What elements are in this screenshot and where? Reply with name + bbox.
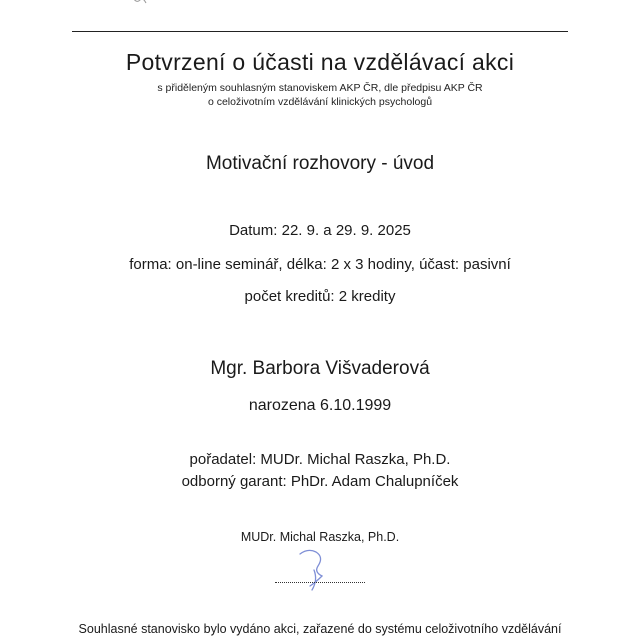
organizer: pořadatel: MUDr. Michal Raszka, Ph.D. — [189, 451, 451, 468]
certificate-title: Potvrzení o účasti na vzdělávací akci — [125, 49, 515, 75]
signature-line — [275, 582, 365, 583]
participant-birthdate: narozena 6.10.1999 — [248, 397, 392, 414]
top-divider — [72, 31, 568, 32]
course-form: forma: on-line seminář, délka: 2 x 3 hodiny, účast: pasivní — [129, 256, 511, 273]
signer-name: MUDr. Michal Raszka, Ph.D. — [240, 530, 400, 544]
footer-note: Souhlasné stanovisko bylo vydáno akci, zařazené do systému celoživotního vzdělávání — [78, 622, 562, 636]
top-mark-fragment — [130, 0, 148, 6]
course-credits: počet kreditů: 2 kredity — [244, 288, 396, 305]
certificate-subtitle-line2: o celoživotním vzdělávání klinických psychologů — [207, 96, 433, 108]
course-name: Motivační rozhovory - úvod — [205, 153, 435, 174]
certificate-subtitle-line1: s přiděleným souhlasným stanoviskem AKP ČR, dle předpisu AKP ČR — [157, 82, 483, 94]
guarantor: odborný garant: PhDr. Adam Chalupníček — [181, 473, 459, 490]
course-date: Datum: 22. 9. a 29. 9. 2025 — [229, 222, 411, 239]
handwritten-signature — [270, 546, 370, 592]
participant-name: Mgr. Barbora Višvaderová — [210, 358, 430, 379]
